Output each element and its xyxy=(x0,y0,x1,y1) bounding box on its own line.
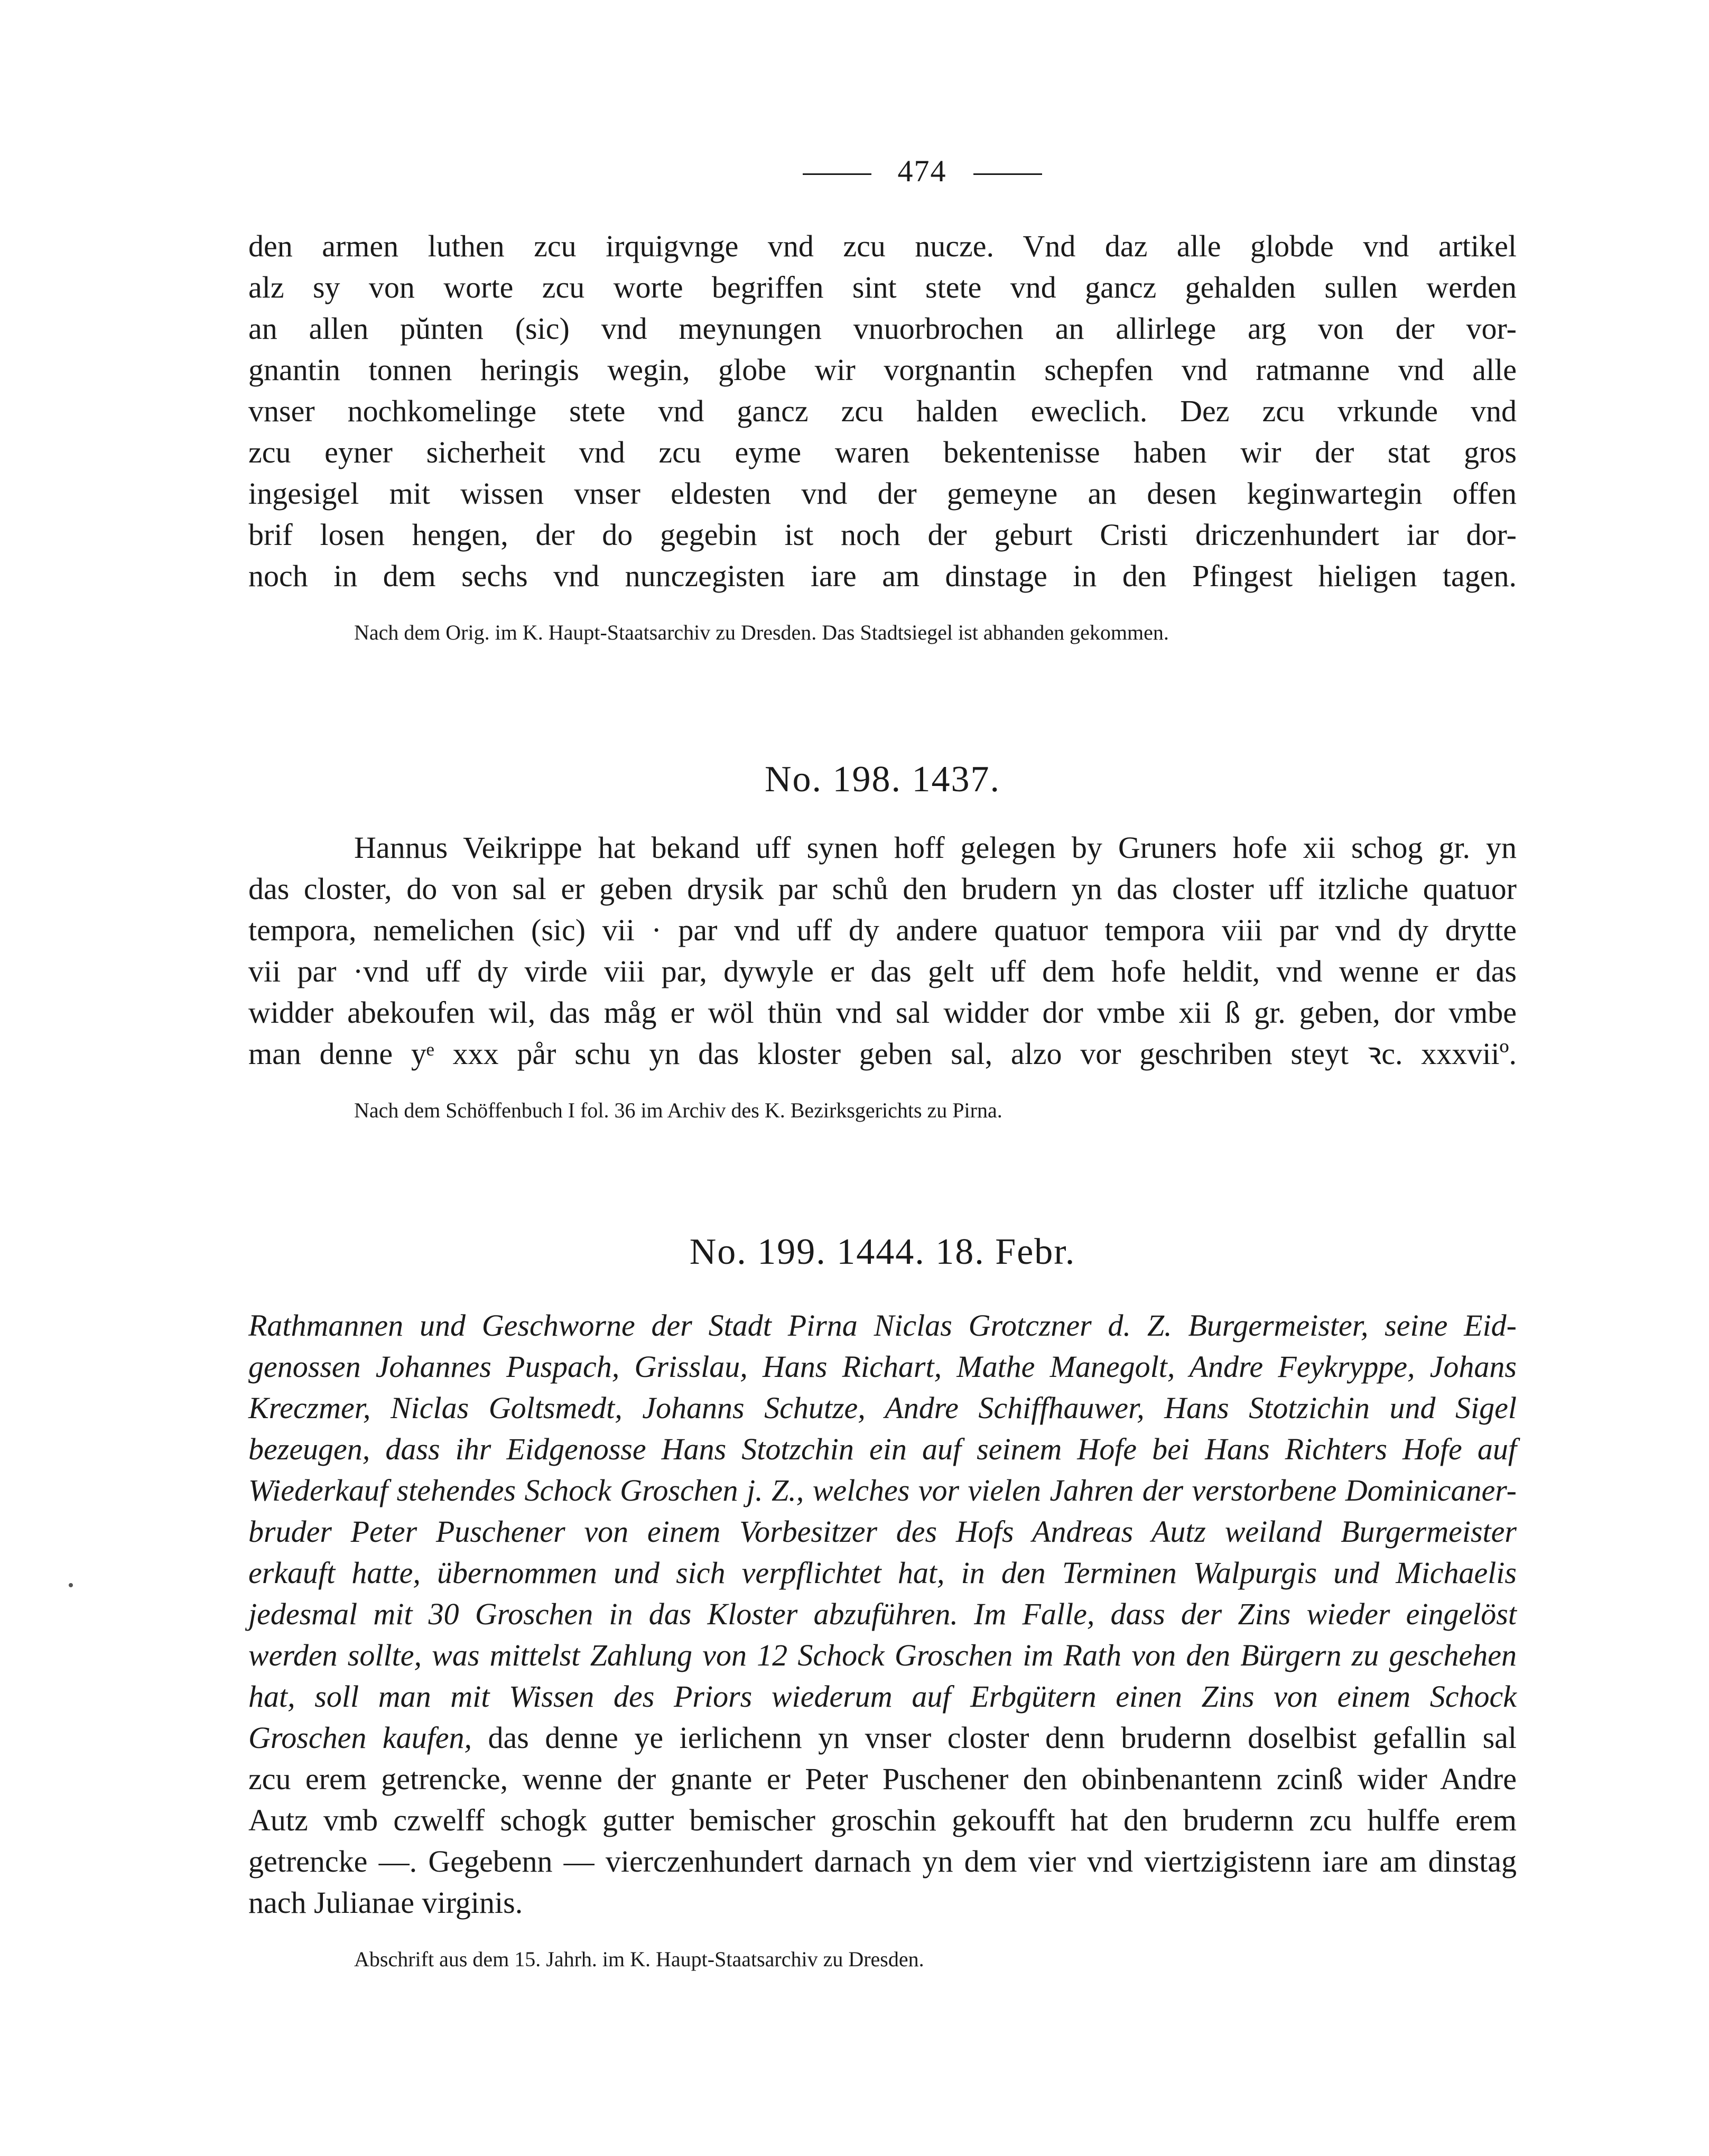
page-number xyxy=(328,153,1517,189)
regest-line: hat, soll man mit Wissen des Priors wiederum auf Erbgütern einen Zins von einem Schock xyxy=(248,1679,1517,1714)
text-line: an allen pŭnten (sic) vnd meynungen vnuorbrochen an allirlege arg von der vor- xyxy=(248,311,1517,346)
text-line: vnser nochkomelinge stete vnd gancz zcu halden eweclich. Dez zcu vrkunde vnd xyxy=(248,394,1517,428)
mixed-line-italic: Groschen kaufen, xyxy=(248,1720,472,1755)
regest-line: Rathmannen und Geschworne der Stadt Pirna Niclas Grotczner d. Z. Burgermeister, seine Eid- xyxy=(248,1308,1517,1343)
text-line: noch in dem sechs vnd nunczegisten iare am dinstage in den Pfingest hieligen tagen. xyxy=(248,559,1517,593)
text-line: brif losen hengen, der do gegebin ist noch der geburt Cristi driczenhundert iar dor- xyxy=(248,517,1517,552)
source-note: Nach dem Schöffenbuch I fol. 36 im Archiv des K. Bezirksgerichts zu Pirna. xyxy=(354,1098,1002,1122)
text-line: man denne yᵉ xxx pår schu yn das kloster geben sal, alzo vor geschriben steyt ꝛc. xxxviiº. xyxy=(248,1037,1517,1071)
mixed-line-roman: das denne ye ierlichenn yn vnser closter denn brudernn doselbist gefallin sal xyxy=(472,1720,1517,1755)
text-line: gnantin tonnen heringis wegin, globe wir vorgnantin schepfen vnd ratmanne vnd alle xyxy=(248,353,1517,387)
regest-line: Wiederkauf stehendes Schock Groschen j. Z., welches vor vielen Jahren der verstorbene Dominicaner- xyxy=(248,1473,1517,1507)
source-note: Nach dem Orig. im K. Haupt-Staatsarchiv zu Dresden. Das Stadtsiegel ist abhanden gekommen. xyxy=(354,621,1169,644)
text-line: getrencke —. Gegebenn — vierczenhundert darnach yn dem vier vnd viertzigistenn iare am dinstag xyxy=(248,1844,1517,1879)
page-number-dash-right xyxy=(973,173,1042,175)
regest-line: bruder Peter Puschener von einem Vorbesitzer des Hofs Andreas Autz weiland Burgermeister xyxy=(248,1514,1517,1549)
entry-heading-199: No. 199. 1444. 18. Febr. xyxy=(689,1232,1076,1272)
regest-line: genossen Johannes Puspach, Grisslau, Hans Richart, Mathe Manegolt, Andre Feykryppe, Johans xyxy=(248,1349,1517,1384)
mixed-line xyxy=(248,1717,1517,1759)
regest-line: jedesmal mit 30 Groschen in das Kloster abzuführen. Im Falle, dass der Zins wieder eingelöst xyxy=(248,1597,1517,1631)
regest-line: werden sollte, was mittelst Zahlung von 12 Schock Groschen im Rath von den Bürgern zu geschehen xyxy=(248,1638,1517,1672)
text-line: tempora, nemelichen (sic) vii · par vnd uff dy andere quatuor tempora viii par vnd dy drytte xyxy=(248,913,1517,947)
text-line: zcu eyner sicherheit vnd zcu eyme waren bekentenisse haben wir der stat gros xyxy=(248,435,1517,469)
text-line: widder abekoufen wil, das måg er wöl thün vnd sal widder dor vmbe xii ß gr. geben, dor vmbe xyxy=(248,995,1517,1030)
entry-198-text xyxy=(248,827,1517,1075)
text-line: den armen luthen zcu irquigvnge vnd zcu nucze. Vnd daz alle globde vnd artikel xyxy=(248,229,1517,263)
text-line: ingesigel mit wissen vnser eldesten vnd der gemeyne an desen keginwartegin offen xyxy=(248,476,1517,511)
regest-line: erkauft hatte, übernommen und sich verpflichtet hat, in den Terminen Walpurgis und Michaelis xyxy=(248,1556,1517,1590)
source-note: Abschrift aus dem 15. Jahrh. im K. Haupt-Staatsarchiv zu Dresden. xyxy=(354,1947,924,1971)
text-line: das closter, do von sal er geben drysik par schů den brudern yn das closter uff itzliche quatuor xyxy=(248,872,1517,906)
text-line: nach Julianae virginis. xyxy=(248,1885,523,1920)
entry-199-text xyxy=(248,1717,1517,1923)
text-line: zcu erem getrencke, wenne der gnante er Peter Puschener den obinbenantenn zcinß wider Andre xyxy=(248,1762,1517,1796)
document-page xyxy=(248,153,1517,1974)
entry-199-regest xyxy=(248,1305,1517,1717)
continued-charter-text xyxy=(248,226,1517,597)
margin-speck xyxy=(69,1583,73,1587)
text-line: Autz vmb czwelff schogk gutter bemischer groschin gekoufft hat den brudernn zcu hulffe erem xyxy=(248,1803,1517,1837)
regest-line: bezeugen, dass ihr Eidgenosse Hans Stotzchin ein auf seinem Hofe bei Hans Richters Hofe auf xyxy=(248,1432,1517,1466)
regest-line: Kreczmer, Niclas Goltsmedt, Johanns Schutze, Andre Schiffhauwer, Hans Stotzichin und Sigel xyxy=(248,1391,1517,1425)
text-line: alz sy von worte zcu worte begriffen sint stete vnd gancz gehalden sullen werden xyxy=(248,270,1517,304)
page-number-dash-left xyxy=(803,173,871,175)
text-line: Hannus Veikrippe hat bekand uff synen hoff gelegen by Gruners hofe xii schog gr. yn xyxy=(354,830,1517,865)
page-number-text: 474 xyxy=(897,154,947,188)
entry-heading-198: No. 198. 1437. xyxy=(764,759,1001,800)
text-line: vii par ·vnd uff dy virde viii par, dywyle er das gelt uff dem hofe heldit, vnd wenne er das xyxy=(248,954,1517,988)
